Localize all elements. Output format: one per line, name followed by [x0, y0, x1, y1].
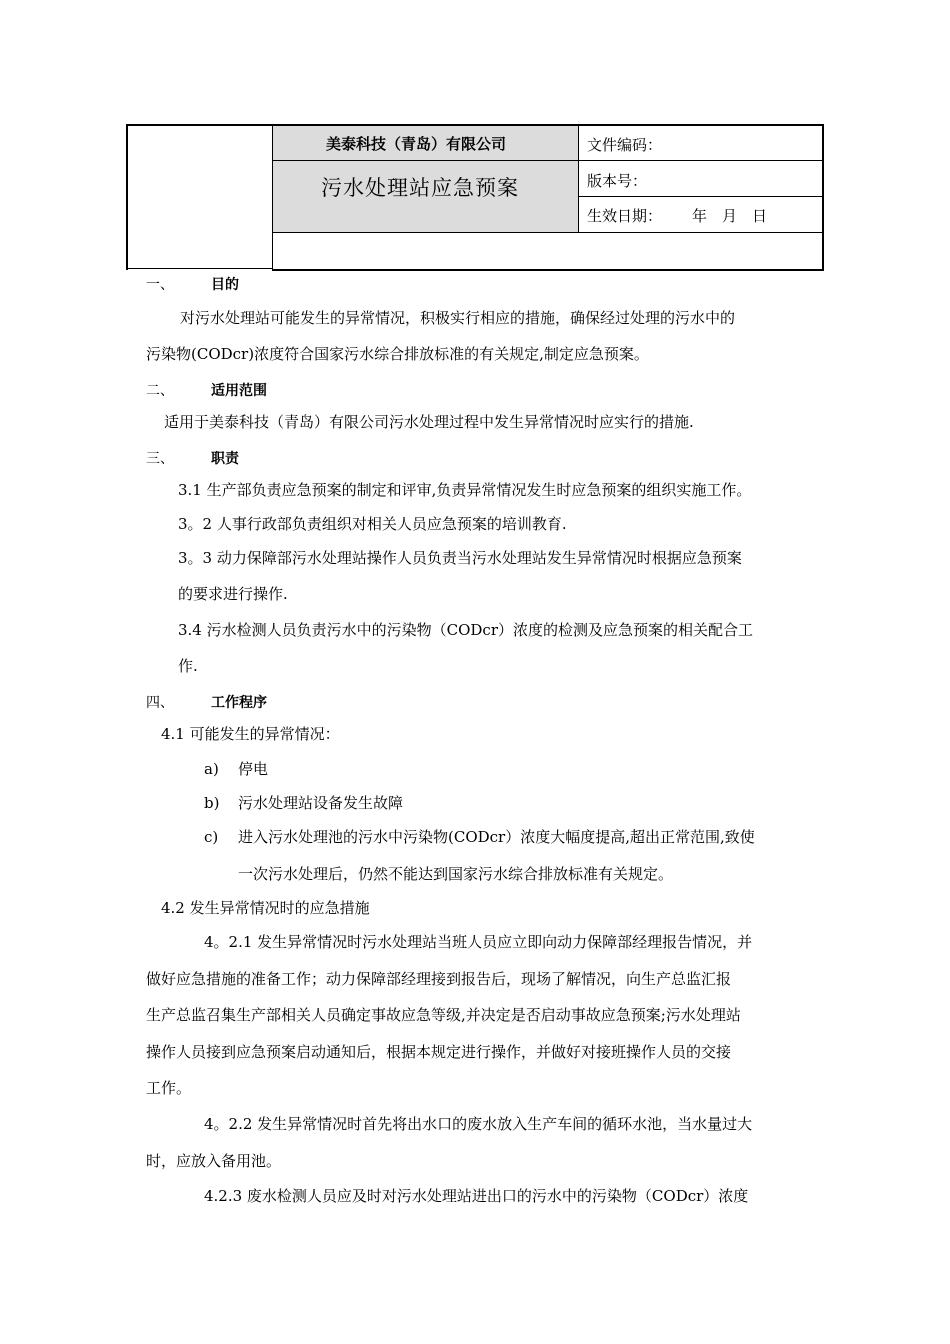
list-item-marker: c) — [204, 828, 219, 846]
paragraph-4-2-2-line: 时，应放入备用池。 — [146, 1152, 282, 1170]
list-item: 污水处理站设备发生故障 — [238, 794, 404, 812]
paragraph-4-2-1-line: 做好应急措施的准备工作；动力保障部经理接到报告后，现场了解情况，向生产总监汇报 — [146, 970, 732, 988]
paragraph-4-2-3-line: 4.2.3 废水检测人员应及时对污水处理站进出口的污水中的污染物（CODcr）浓度 — [204, 1187, 749, 1205]
section-1-title: 目的 — [211, 277, 239, 293]
duty-3-3-line-1: 3。3 动力保障部污水处理站操作人员负责当污水处理站发生异常情况时根据应急预案 — [178, 549, 742, 567]
section-3-number: 三、 — [146, 451, 174, 467]
list-item: 进入污水处理池的污水中污染物(CODcr）浓度大幅度提高,超出正常范围,致使 — [238, 828, 755, 846]
paragraph-4-2-2-line: 4。2.2 发生异常情况时首先将出水口的废水放入生产车间的循环水池，当水量过大 — [204, 1115, 753, 1133]
section-2-number: 二、 — [146, 383, 174, 399]
duty-3-2: 3。2 人事行政部负责组织对相关人员应急预案的培训教育. — [178, 515, 567, 533]
subsection-4-2: 4.2 发生异常情况时的应急措施 — [161, 899, 370, 917]
paragraph-4-2-1-line: 操作人员接到应急预案启动通知后，根据本规定进行操作，并做好对接班操作人员的交接 — [146, 1043, 732, 1061]
section-4-number: 四、 — [146, 695, 174, 711]
document-title: 污水处理站应急预案 — [321, 176, 519, 200]
section-1-paragraph-line-2: 污染物(CODcr)浓度符合国家污水综合排放标准的有关规定,制定应急预案。 — [146, 345, 649, 363]
duty-3-3-line-2: 的要求进行操作. — [178, 585, 288, 603]
paragraph-4-2-1-line: 工作。 — [146, 1079, 192, 1097]
section-2-paragraph: 适用于美泰科技（青岛）有限公司污水处理过程中发生异常情况时应实行的措施. — [164, 413, 694, 431]
section-1-paragraph-line-1: 对污水处理站可能发生的异常情况，积极实行相应的措施，确保经过处理的污水中的 — [180, 309, 736, 327]
list-item-marker: b) — [204, 794, 220, 812]
section-4-title: 工作程序 — [211, 695, 267, 711]
list-item-continuation: 一次污水处理后，仍然不能达到国家污水综合排放标准有关规定。 — [238, 865, 674, 883]
list-item: 停电 — [238, 760, 269, 778]
doc-code-label: 文件编码： — [587, 136, 663, 154]
paragraph-4-2-1-line: 生产总监召集生产部相关人员确定事故应急等级,并决定是否启动事故应急预案;污水处理站 — [146, 1006, 741, 1024]
subsection-4-1: 4.1 可能发生的异常情况： — [161, 725, 340, 743]
effective-date-units: 年 月 日 — [692, 207, 768, 225]
list-item-marker: a) — [204, 760, 219, 778]
section-1-number: 一、 — [146, 277, 174, 293]
paragraph-4-2-1-line: 4。2.1 发生异常情况时污水处理站当班人员应立即向动力保障部经理报告情况，并 — [204, 933, 753, 951]
section-2-title: 适用范围 — [211, 383, 267, 399]
effective-date-label: 生效日期： — [587, 207, 663, 225]
duty-3-4-line-2: 作. — [178, 657, 198, 675]
version-label: 版本号： — [587, 172, 648, 190]
company-name: 美泰科技（青岛）有限公司 — [326, 135, 507, 153]
document-header-table — [126, 124, 824, 271]
duty-3-4-line-1: 3.4 污水检测人员负责污水中的污染物（CODcr）浓度的检测及应急预案的相关配合工 — [178, 621, 753, 639]
duty-3-1: 3.1 生产部负责应急预案的制定和评审,负责异常情况发生时应急预案的组织实施工作。 — [178, 481, 752, 499]
section-3-title: 职责 — [211, 451, 239, 467]
